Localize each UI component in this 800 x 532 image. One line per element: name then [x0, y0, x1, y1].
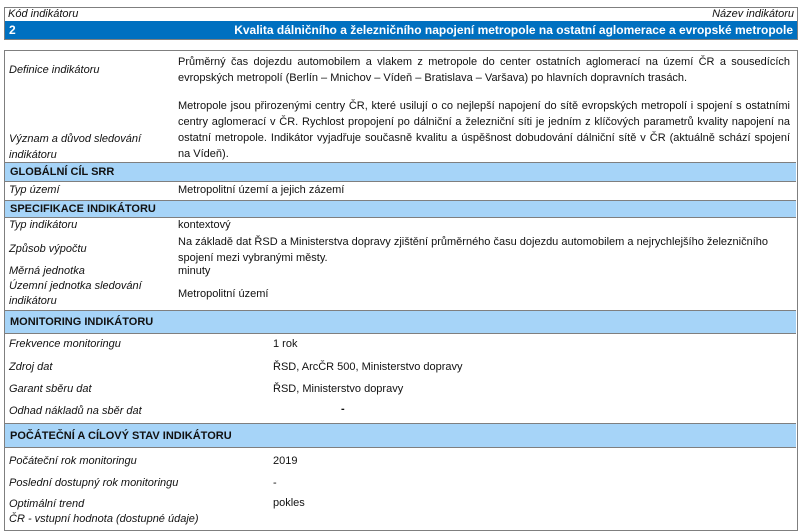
monitoring-value: 1 rok [273, 338, 298, 350]
state-label: ČR - vstupní hodnota (dostupné údaje) [9, 513, 199, 525]
monitoring-label: Zdroj dat [9, 361, 53, 373]
state-label: Poslední dostupný rok monitoringu [9, 477, 179, 489]
state-value: 2019 [273, 455, 298, 467]
indicator-code: 2 [9, 23, 16, 37]
indicator-title-bar [5, 21, 797, 39]
state-label: Optimální trend [9, 498, 85, 510]
monitoring-label: Odhad nákladů na sběr dat [9, 405, 142, 417]
significance-text: Metropole jsou přirozenými centry ČR, které usilují o co nejlepší napojení do sítě evropských metropolí i spojení s ostatními centry aglomerací v ČR. Rychlost propojení po dálniční a železniční síti je jedním z klíčových parametrů kvality napojení na ostatní metropole. Indikátor vyjadřuje současně kvalitu a úspěšnost dobudování dálniční sítě v ČR (aktuálně schází spojení na Vídeň). [178, 100, 790, 160]
spec-label: Způsob výpočtu [9, 243, 87, 255]
code-label: Kód indikátoru [8, 8, 79, 20]
spec-label: Měrná jednotka [9, 265, 85, 277]
indicator-name: Kvalita dálničního a železničního napojení metropole na ostatní aglomerace a evropské metropole [234, 23, 793, 37]
definition-text: Průměrný čas dojezdu automobilem a vlakem z metropole do center ostatních aglomerací na území ČR a sousedících evropských metropolí (Berlín – Mnichov – Vídeň – Bratislava – Varšava) po hlavních dopravních trasách. [178, 56, 790, 84]
territory-label: Typ území [9, 184, 60, 196]
monitoring-header: MONITORING INDIKÁTORU [5, 310, 796, 334]
territory-value: Metropolitní území a jejich zázemí [178, 184, 345, 196]
state-value: pokles [273, 497, 305, 509]
spec-value: minuty [178, 265, 211, 277]
specification-header: SPECIFIKACE INDIKÁTORU [5, 200, 796, 218]
significance-label: Význam a důvod sledování indikátoru [9, 133, 142, 161]
definition-label: Definice indikátoru [9, 64, 100, 76]
spec-label: Typ indikátoru [9, 219, 78, 231]
monitoring-label: Garant sběru dat [9, 383, 92, 395]
spec-value: Na základě dat ŘSD a Ministerstva dopravy zjištění průměrného času dojezdu automobilem a nejrychlejšího železničního spojení mezi vybranými městy. [178, 236, 769, 264]
name-label: Název indikátoru [712, 8, 794, 20]
spec-value: Metropolitní území [178, 288, 269, 300]
monitoring-value: ŘSD, Ministerstvo dopravy [273, 383, 404, 395]
state-value: - [273, 477, 277, 489]
global-goal-header: GLOBÁLNÍ CÍL SRR [5, 162, 796, 182]
monitoring-value: - [341, 403, 345, 415]
monitoring-value: ŘSD, ArcČR 500, Ministerstvo dopravy [273, 361, 463, 373]
spec-label: Územní jednotka sledování indikátoru [9, 280, 142, 307]
state-label: Počáteční rok monitoringu [9, 455, 137, 467]
spec-value: kontextový [178, 219, 231, 231]
monitoring-label: Frekvence monitoringu [9, 338, 121, 350]
state-header: POČÁTEČNÍ A CÍLOVÝ STAV INDIKÁTORU [5, 423, 796, 448]
